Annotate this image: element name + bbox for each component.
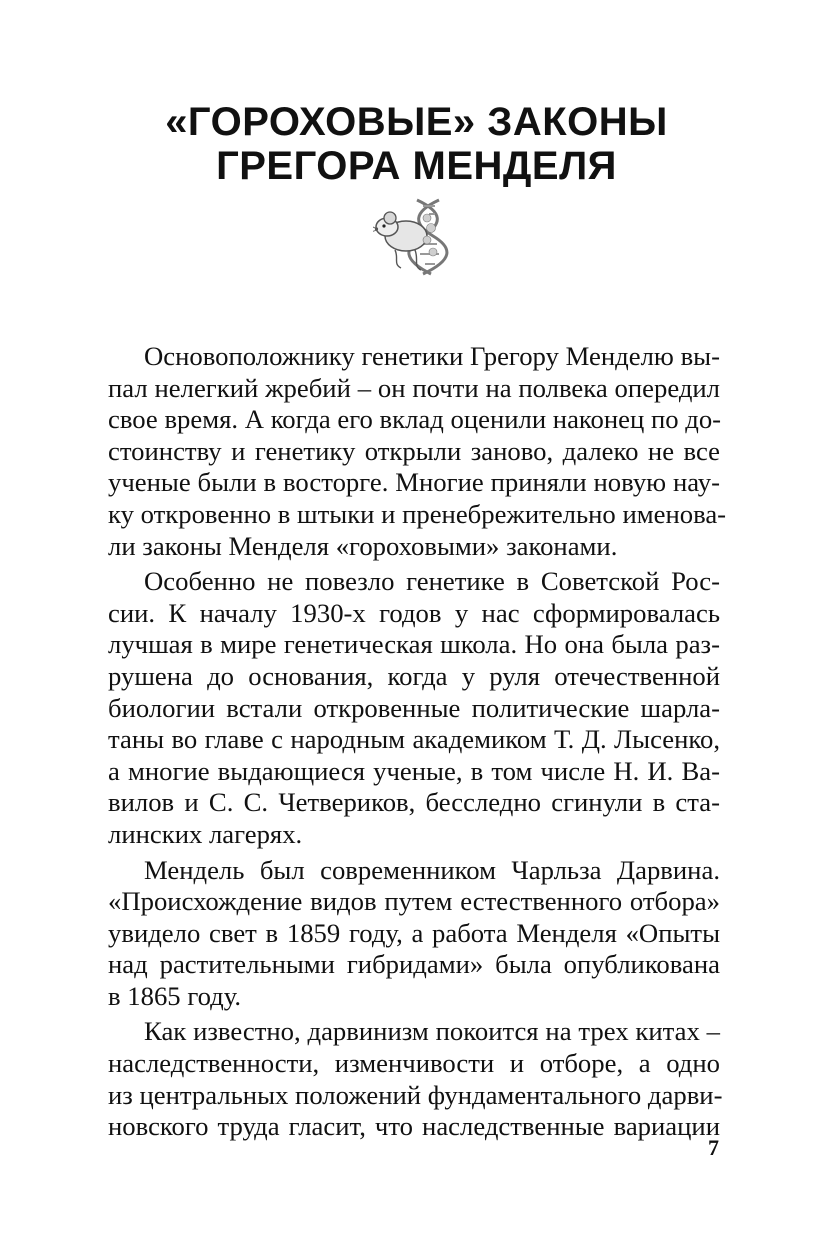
- text-line: стоинству и генетику открыли заново, далеко не все: [108, 435, 720, 466]
- text-line: ученые были в восторге. Многие приняли новую нау-: [108, 467, 720, 498]
- text-line: пал нелегкий жребий – он почти на полвека опередил: [108, 372, 720, 403]
- chapter-title-line-1: «ГОРОХОВЫЕ» ЗАКОНЫ: [165, 100, 668, 144]
- text-line: над растительными гибридами» была опубликована: [108, 949, 720, 980]
- page-number: 7: [708, 1135, 719, 1160]
- text-line: лучшая в мире генетическая школа. Но она была раз-: [108, 629, 720, 660]
- chapter-title-line-2: ГРЕГОРА МЕНДЕЛЯ: [216, 144, 617, 188]
- text-line: «Происхождение видов путем естественного отбора»: [108, 886, 720, 917]
- text-line: рушена до основания, когда у руля отечественной: [108, 660, 720, 691]
- text-line: из центральных положений фундаментального дарви-: [108, 1079, 723, 1110]
- text-line: ку откровенно в штыки и пренебрежительно именова-: [108, 498, 727, 529]
- text-line: вилов и С. С. Четвериков, бесследно сгинули в ста-: [108, 787, 720, 818]
- text-line: свое время. А когда его вклад оценили наконец по до-: [108, 404, 722, 435]
- text-line: Основоположнику генетики Грегору Менделю вы-: [144, 341, 720, 371]
- text-line: сии. К началу 1930-х годов у нас сформировалась: [108, 597, 720, 628]
- text-line: увидело свет в 1859 году, а работа Менделя «Опыты: [108, 917, 720, 948]
- text-line: Особенно не повезло генетике в Советской Рос-: [144, 566, 720, 597]
- text-line: а многие выдающиеся ученые, в том числе Н. И. Ва-: [108, 755, 720, 786]
- text-line: Мендель был современником Чарльза Дарвина.: [144, 854, 720, 885]
- text-line: линских лагерях.: [108, 818, 303, 849]
- body-text: [108, 341, 727, 1143]
- text-line: Как известно, дарвинизм покоится на трех китах –: [144, 1016, 720, 1047]
- text-line: биологии встали откровенные политические шарла-: [108, 692, 720, 723]
- text-line: наследственности, изменчивости и отборе, а одно: [108, 1048, 720, 1079]
- text-line: в 1865 году.: [108, 980, 242, 1011]
- text-line: новского труда гласит, что наследственные вариации: [108, 1111, 720, 1142]
- text-line: ли законы Менделя «гороховыми» законами.: [108, 530, 618, 561]
- mouse-dna-icon: [373, 198, 453, 276]
- text-line: таны во главе с народным академиком Т. Д. Лысенко,: [108, 724, 720, 755]
